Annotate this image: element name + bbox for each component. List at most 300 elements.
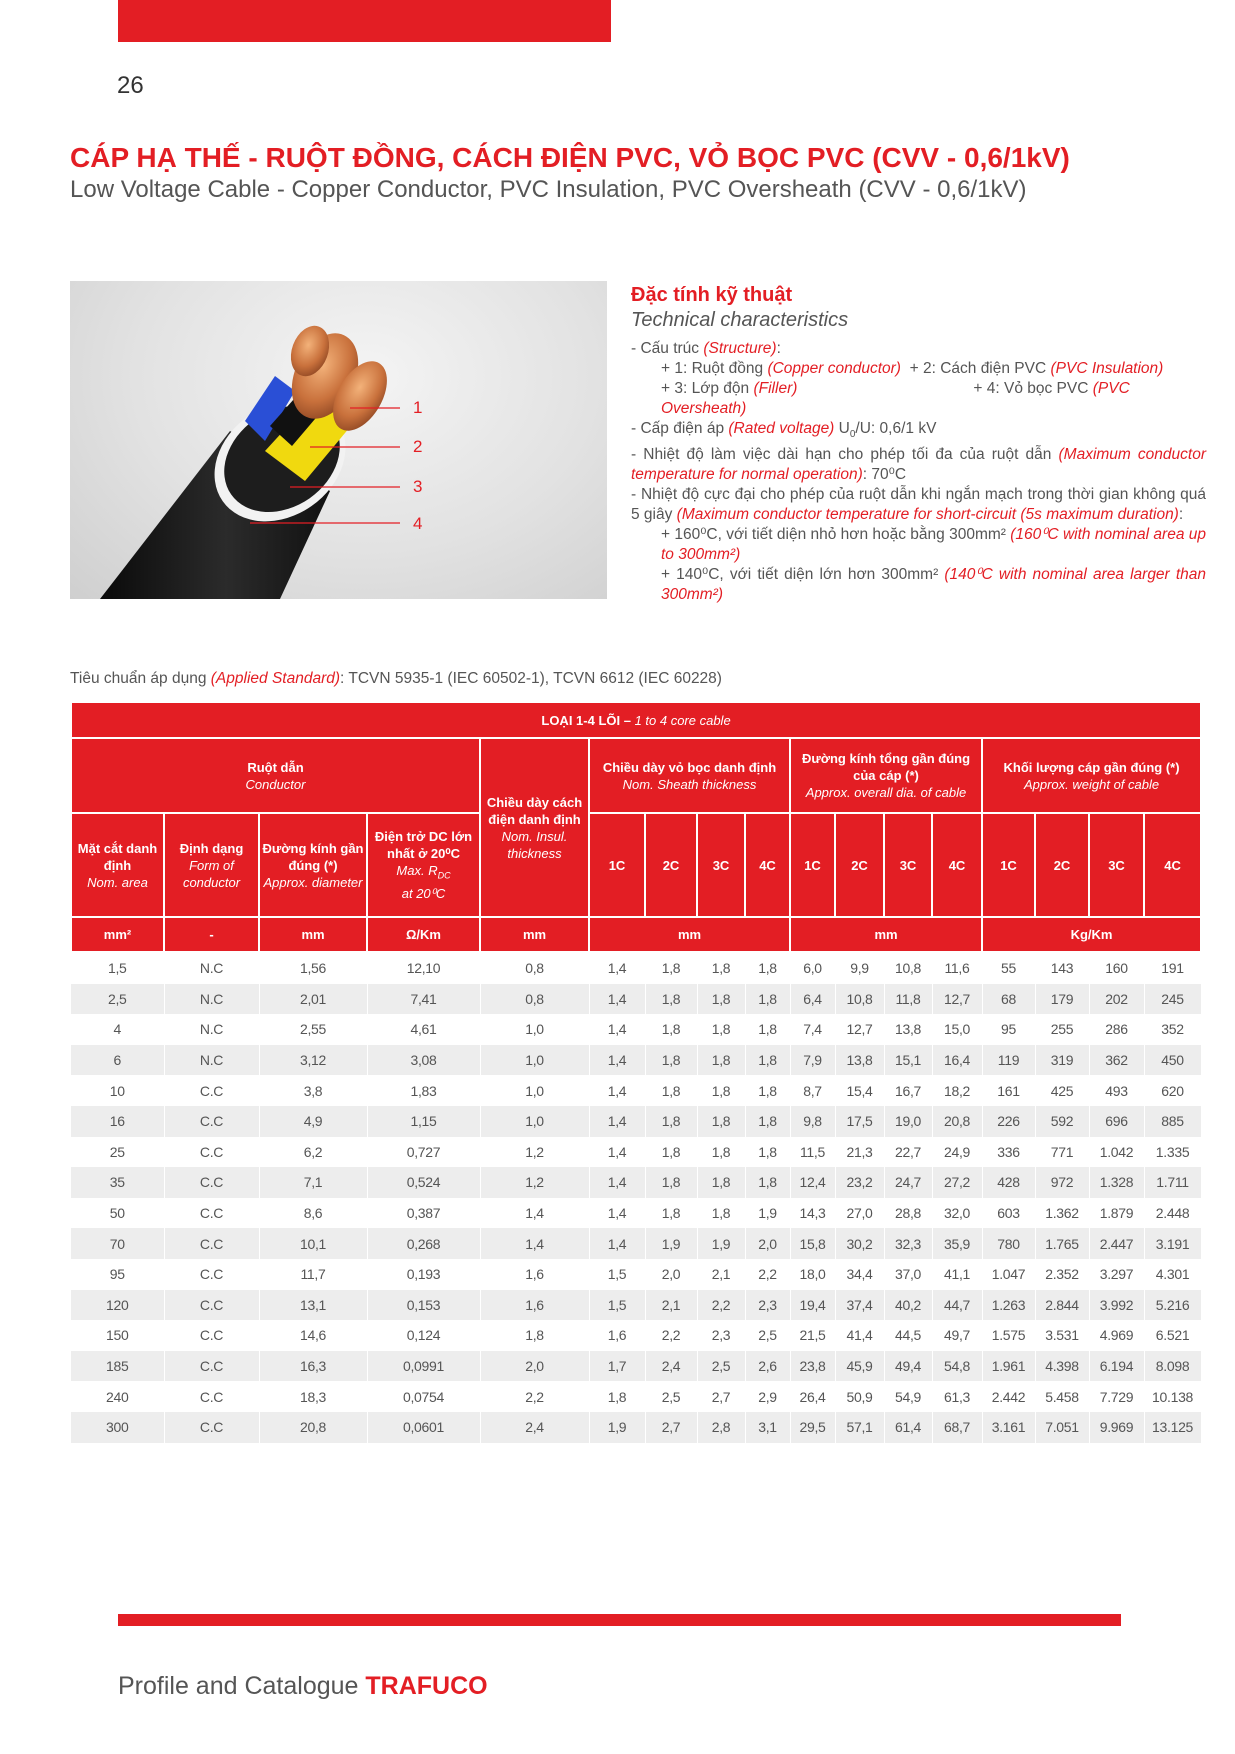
structure-line <box>631 339 1206 359</box>
table-cell: 4.969 <box>1089 1320 1144 1351</box>
temp160-en: (160⁰C with nominal area up to 300mm²) <box>661 526 1206 564</box>
structure-items-3-4 <box>631 379 1206 419</box>
table-cell: 10 <box>71 1075 164 1106</box>
structure-items-1-2 <box>631 359 1206 379</box>
table-cell: 255 <box>1035 1014 1089 1045</box>
table-cell: 35,9 <box>932 1228 982 1259</box>
table-cell: 6,4 <box>790 984 835 1015</box>
table-cell: 161 <box>982 1075 1035 1106</box>
table-cell: 1,6 <box>480 1259 589 1290</box>
table-cell: 6.194 <box>1089 1351 1144 1382</box>
table-cell: C.C <box>164 1198 259 1229</box>
table-cell: 2,0 <box>480 1351 589 1382</box>
table-cell: 26,4 <box>790 1381 835 1412</box>
table-cell: 0,727 <box>367 1137 480 1168</box>
table-cell: 95 <box>71 1259 164 1290</box>
table-cell: 2,5 <box>697 1351 745 1382</box>
table-cell: C.C <box>164 1075 259 1106</box>
core-4c-overall: 4C <box>932 813 982 917</box>
table-cell: 780 <box>982 1228 1035 1259</box>
table-cell: 50 <box>71 1198 164 1229</box>
table-cell: 13,8 <box>884 1014 932 1045</box>
table-cell: 771 <box>1035 1137 1089 1168</box>
table-row <box>71 1320 1201 1351</box>
table-cell: 15,1 <box>884 1045 932 1076</box>
unit-form: - <box>164 917 259 952</box>
table-cell: 1,8 <box>645 1198 697 1229</box>
table-cell: C.C <box>164 1259 259 1290</box>
top-accent-bar <box>118 0 611 42</box>
table-cell: 1.711 <box>1144 1167 1201 1198</box>
table-cell: 1,8 <box>697 1137 745 1168</box>
table-cell: 150 <box>71 1320 164 1351</box>
table-cell: 1,8 <box>697 1106 745 1137</box>
table-cell: C.C <box>164 1137 259 1168</box>
table-cell: 1,8 <box>697 1075 745 1106</box>
page-title-vietnamese: CÁP HẠ THẾ - RUỘT ĐỒNG, CÁCH ĐIỆN PVC, VỎ BỌC PVC (CVV - 0,6/1kV) <box>70 142 1070 173</box>
table-cell: 1,4 <box>589 1045 645 1076</box>
table-cell: 11,5 <box>790 1137 835 1168</box>
weight-vi: Khối lượng cáp gần đúng (*) <box>1003 759 1180 775</box>
table-cell: 50,9 <box>835 1381 884 1412</box>
table-cell: 12,10 <box>367 952 480 984</box>
unit-sheath: mm <box>589 917 790 952</box>
unit-res: Ω/Km <box>367 917 480 952</box>
table-cell: 1,4 <box>589 1014 645 1045</box>
core-3c-sheath: 3C <box>697 813 745 917</box>
table-cell: 14,6 <box>259 1320 367 1351</box>
table-cell: 25 <box>71 1137 164 1168</box>
table-cell: 12,7 <box>932 984 982 1015</box>
item2-vi: + 2: Cách điện PVC <box>909 360 1051 377</box>
table-cell: 362 <box>1089 1045 1144 1076</box>
table-row <box>71 952 1201 984</box>
table-cell: 10,8 <box>884 952 932 984</box>
temp-value: : 70⁰C <box>862 466 907 484</box>
table-cell: 1,8 <box>645 1045 697 1076</box>
table-cell: 11,7 <box>259 1259 367 1290</box>
table-cell: 1,4 <box>589 1106 645 1137</box>
table-cell: 16,3 <box>259 1351 367 1382</box>
table-cell: 6,2 <box>259 1137 367 1168</box>
table-cell: 2,0 <box>745 1228 790 1259</box>
table-cell: 1,8 <box>745 1167 790 1198</box>
item2-en: (PVC Insulation) <box>1050 360 1164 377</box>
table-cell: 1,8 <box>745 1106 790 1137</box>
table-cell: 28,8 <box>884 1198 932 1229</box>
table-cell: 10,8 <box>835 984 884 1015</box>
unit-area: mm² <box>71 917 164 952</box>
temp140-vi: + 140⁰C, với tiết diện lớn hơn 300mm² <box>661 566 945 584</box>
table-cell: 3,12 <box>259 1045 367 1076</box>
cable-cross-section-photo <box>70 281 607 599</box>
table-cell: 2,4 <box>645 1351 697 1382</box>
table-cell: 300 <box>71 1412 164 1443</box>
table-cell: 2,2 <box>745 1259 790 1290</box>
table-row <box>71 984 1201 1015</box>
table-cell: 2.447 <box>1089 1228 1144 1259</box>
core-2c-overall: 2C <box>835 813 884 917</box>
table-cell: 1,8 <box>645 1167 697 1198</box>
table-cell: 24,9 <box>932 1137 982 1168</box>
table-cell: C.C <box>164 1228 259 1259</box>
table-cell: 1,0 <box>480 1106 589 1137</box>
table-cell: 2,01 <box>259 984 367 1015</box>
table-cell: 24,7 <box>884 1167 932 1198</box>
core-2c-sheath: 2C <box>645 813 697 917</box>
voltage-value: /U: 0,6/1 kV <box>855 420 937 437</box>
table-cell: 14,3 <box>790 1198 835 1229</box>
core-1c-weight: 1C <box>982 813 1035 917</box>
table-cell: 2,5 <box>71 984 164 1015</box>
table-cell: 1,4 <box>480 1228 589 1259</box>
res-en-a: Max. R <box>396 863 438 879</box>
table-row <box>71 1014 1201 1045</box>
page-number: 26 <box>117 72 144 99</box>
table-cell: 1,9 <box>645 1228 697 1259</box>
table-cell: 35 <box>71 1167 164 1198</box>
table-cell: 240 <box>71 1381 164 1412</box>
table-cell: 54,8 <box>932 1351 982 1382</box>
conductor-vi: Ruột dẫn <box>247 759 304 775</box>
unit-weight: Kg/Km <box>982 917 1201 952</box>
table-cell: 41,1 <box>932 1259 982 1290</box>
table-cell: 1,9 <box>589 1412 645 1443</box>
table-cell: 11,6 <box>932 952 982 984</box>
table-cell: 1,0 <box>480 1045 589 1076</box>
table-row <box>71 1351 1201 1382</box>
table-cell: 6,0 <box>790 952 835 984</box>
table-cell: 286 <box>1089 1014 1144 1045</box>
table-cell: 620 <box>1144 1075 1201 1106</box>
table-row <box>71 1106 1201 1137</box>
table-cell: 30,2 <box>835 1228 884 1259</box>
header-conductor <box>71 738 480 813</box>
header-weight <box>982 738 1201 813</box>
table-cell: 10,1 <box>259 1228 367 1259</box>
table-cell: 11,8 <box>884 984 932 1015</box>
table-cell: 1,9 <box>745 1198 790 1229</box>
table-cell: 15,8 <box>790 1228 835 1259</box>
table-cell: 0,268 <box>367 1228 480 1259</box>
table-cell: 2,3 <box>697 1320 745 1351</box>
table-row <box>71 1412 1201 1443</box>
table-row <box>71 1381 1201 1412</box>
header-form <box>164 813 259 917</box>
short-en: (Maximum conductor temperature for short-circuit (5s maximum duration) <box>676 506 1179 524</box>
structure-colon: : <box>776 340 781 357</box>
table-cell: 49,4 <box>884 1351 932 1382</box>
table-cell: 4.301 <box>1144 1259 1201 1290</box>
unit-overall: mm <box>790 917 982 952</box>
table-cell: N.C <box>164 952 259 984</box>
sheath-en: Nom. Sheath thickness <box>622 776 757 792</box>
table-cell: 4 <box>71 1014 164 1045</box>
table-cell: 4,61 <box>367 1014 480 1045</box>
table-cell: 0,0991 <box>367 1351 480 1382</box>
table-cell: 3.297 <box>1089 1259 1144 1290</box>
temp-140-line <box>631 565 1206 605</box>
table-cell: 425 <box>1035 1075 1089 1106</box>
table-cell: 4.398 <box>1035 1351 1089 1382</box>
table-cell: 1,8 <box>745 1137 790 1168</box>
header-nom-area <box>71 813 164 917</box>
table-cell: 5.216 <box>1144 1290 1201 1321</box>
table-cell: 0,387 <box>367 1198 480 1229</box>
table-cell: 1,2 <box>480 1137 589 1168</box>
table-row <box>71 1228 1201 1259</box>
table-cell: 7,41 <box>367 984 480 1015</box>
table-cell: 1,6 <box>480 1290 589 1321</box>
core-2c-weight: 2C <box>1035 813 1089 917</box>
table-cell: 9.969 <box>1089 1412 1144 1443</box>
table-cell: 18,0 <box>790 1259 835 1290</box>
table-cell: 202 <box>1089 984 1144 1015</box>
table-cell: 2,0 <box>645 1259 697 1290</box>
footer-brand: TRAFUCO <box>365 1672 488 1700</box>
table-cell: 49,7 <box>932 1320 982 1351</box>
table-cell: 1,8 <box>645 1106 697 1137</box>
table-cell: 1,8 <box>745 1075 790 1106</box>
table-cell: 27,2 <box>932 1167 982 1198</box>
table-cell: C.C <box>164 1106 259 1137</box>
table-cell: 0,8 <box>480 984 589 1015</box>
table-cell: 7,1 <box>259 1167 367 1198</box>
overall-en: Approx. overall dia. of cable <box>805 785 967 800</box>
table-cell: 1,6 <box>589 1320 645 1351</box>
table-cell: 120 <box>71 1290 164 1321</box>
table-cell: C.C <box>164 1167 259 1198</box>
table-cell: C.C <box>164 1320 259 1351</box>
table-cell: 41,4 <box>835 1320 884 1351</box>
table-row <box>71 1259 1201 1290</box>
table-cell: 68,7 <box>932 1412 982 1443</box>
cable-spec-table <box>70 701 1202 1443</box>
table-cell: 1,7 <box>589 1351 645 1382</box>
table-row <box>71 1290 1201 1321</box>
short-circuit-line <box>631 485 1206 525</box>
table-cell: 16,7 <box>884 1075 932 1106</box>
table-cell: 592 <box>1035 1106 1089 1137</box>
table-cell: 1.879 <box>1089 1198 1144 1229</box>
sheath-vi: Chiều dày vỏ bọc danh định <box>602 759 777 775</box>
table-cell: 61,3 <box>932 1381 982 1412</box>
table-cell: 20,8 <box>259 1412 367 1443</box>
table-cell: 1,4 <box>589 1228 645 1259</box>
table-caption <box>71 702 1201 738</box>
table-cell: 61,4 <box>884 1412 932 1443</box>
table-cell: 1,83 <box>367 1075 480 1106</box>
table-cell: 1,8 <box>745 984 790 1015</box>
table-cell: 336 <box>982 1137 1035 1168</box>
temp-160-line <box>631 525 1206 565</box>
page-title-english: Low Voltage Cable - Copper Conductor, PVC Insulation, PVC Oversheath (CVV - 0,6/1kV) <box>70 176 1027 203</box>
footer-text: Profile and Catalogue <box>118 1672 366 1700</box>
standard-label-en: (Applied Standard) <box>210 670 341 687</box>
area-en: Nom. area <box>87 874 148 890</box>
caption-italic: 1 to 4 core cable <box>634 712 731 728</box>
table-cell: 45,9 <box>835 1351 884 1382</box>
item4-en: (PVC Oversheath) <box>661 380 1130 417</box>
table-row <box>71 1075 1201 1106</box>
table-cell: 18,2 <box>932 1075 982 1106</box>
table-cell: 1,4 <box>589 952 645 984</box>
table-cell: 1.263 <box>982 1290 1035 1321</box>
table-cell: 1,8 <box>697 984 745 1015</box>
table-cell: 19,4 <box>790 1290 835 1321</box>
table-cell: 319 <box>1035 1045 1089 1076</box>
short-colon: : <box>1178 506 1184 524</box>
header-resistance <box>367 813 480 917</box>
table-cell: 696 <box>1089 1106 1144 1137</box>
table-cell: 15,0 <box>932 1014 982 1045</box>
table-cell: 2,1 <box>645 1290 697 1321</box>
table-cell: 29,5 <box>790 1412 835 1443</box>
table-cell: 493 <box>1089 1075 1144 1106</box>
item4-vi: + 4: Vỏ bọc PVC <box>973 380 1093 397</box>
table-cell: 143 <box>1035 952 1089 984</box>
table-cell: 2,2 <box>697 1290 745 1321</box>
short-vi: - Nhiệt độ cực đại cho phép của ruột dẫn khi ngắn mạch trong thời gian không quá 5 giây <box>631 486 1206 524</box>
table-cell: 44,7 <box>932 1290 982 1321</box>
table-cell: 2,9 <box>745 1381 790 1412</box>
core-4c-weight: 4C <box>1144 813 1201 917</box>
table-cell: 1,9 <box>697 1228 745 1259</box>
table-cell: 8,6 <box>259 1198 367 1229</box>
table-cell: 15,4 <box>835 1075 884 1106</box>
table-cell: 1.047 <box>982 1259 1035 1290</box>
structure-vi: - Cấu trúc <box>631 340 704 357</box>
table-cell: 0,153 <box>367 1290 480 1321</box>
table-cell: 1.328 <box>1089 1167 1144 1198</box>
table-cell: 2,4 <box>480 1412 589 1443</box>
voltage-u: U <box>834 420 850 437</box>
conductor-en: Conductor <box>245 776 306 792</box>
table-cell: 1,8 <box>697 952 745 984</box>
structure-en: (Structure) <box>703 340 777 357</box>
table-cell: 191 <box>1144 952 1201 984</box>
table-cell: 37,4 <box>835 1290 884 1321</box>
res-vi: Điện trở DC lớn nhất ở 20⁰C <box>374 829 473 862</box>
header-overall-diameter <box>790 738 982 813</box>
table-cell: 54,9 <box>884 1381 932 1412</box>
table-row <box>71 1137 1201 1168</box>
photo-label-3: 3 <box>413 477 423 496</box>
voltage-sub: 0 <box>849 429 856 441</box>
voltage-vi: - Cấp điện áp <box>631 420 729 437</box>
insul-en: Nom. Insul. thickness <box>501 828 568 861</box>
table-cell: 1,4 <box>480 1198 589 1229</box>
table-cell: 8.098 <box>1144 1351 1201 1382</box>
form-vi: Định dạng <box>179 840 244 856</box>
table-cell: 1.335 <box>1144 1137 1201 1168</box>
table-cell: C.C <box>164 1351 259 1382</box>
table-cell: N.C <box>164 1014 259 1045</box>
unit-diam: mm <box>259 917 367 952</box>
table-cell: 13,8 <box>835 1045 884 1076</box>
table-cell: 23,8 <box>790 1351 835 1382</box>
table-cell: 2.352 <box>1035 1259 1089 1290</box>
item3-vi: + 3: Lớp độn <box>661 380 754 397</box>
table-cell: 32,0 <box>932 1198 982 1229</box>
table-cell: 7,4 <box>790 1014 835 1045</box>
table-cell: 1,8 <box>645 1014 697 1045</box>
table-cell: 21,5 <box>790 1320 835 1351</box>
table-cell: 9,9 <box>835 952 884 984</box>
tech-heading-en: Technical characteristics <box>631 309 849 331</box>
photo-label-2: 2 <box>413 437 423 456</box>
table-cell: 3.992 <box>1089 1290 1144 1321</box>
item1-vi: + 1: Ruột đồng <box>661 360 768 377</box>
table-cell: 16,4 <box>932 1045 982 1076</box>
table-cell: 1,8 <box>480 1320 589 1351</box>
item3-en: (Filler) <box>753 380 798 397</box>
table-cell: 23,2 <box>835 1167 884 1198</box>
table-cell: 1,5 <box>71 952 164 984</box>
table-cell: 19,0 <box>884 1106 932 1137</box>
table-cell: 0,8 <box>480 952 589 984</box>
table-cell: 2,7 <box>697 1381 745 1412</box>
table-cell: 1,8 <box>697 1198 745 1229</box>
table-cell: 1,4 <box>589 1198 645 1229</box>
table-cell: 68 <box>982 984 1035 1015</box>
table-cell: 1,8 <box>745 1045 790 1076</box>
voltage-en: (Rated voltage) <box>728 420 835 437</box>
photo-label-4: 4 <box>413 514 423 533</box>
table-cell: 2.844 <box>1035 1290 1089 1321</box>
table-cell: 1,4 <box>589 1075 645 1106</box>
table-cell: 44,5 <box>884 1320 932 1351</box>
table-cell: 2,5 <box>745 1320 790 1351</box>
core-4c-sheath: 4C <box>745 813 790 917</box>
header-insulation <box>480 738 589 917</box>
photo-label-1: 1 <box>413 398 423 417</box>
table-cell: 21,3 <box>835 1137 884 1168</box>
temp-vi: - Nhiệt độ làm việc dài hạn cho phép tối đa của ruột dẫn <box>631 446 1059 464</box>
table-cell: 0,0754 <box>367 1381 480 1412</box>
table-cell: 16 <box>71 1106 164 1137</box>
table-cell: 13.125 <box>1144 1412 1201 1443</box>
temp140-en: (140⁰C with nominal area larger than 300mm²) <box>661 566 1206 604</box>
table-cell: 5.458 <box>1035 1381 1089 1412</box>
table-cell: 1.765 <box>1035 1228 1089 1259</box>
table-cell: 1,8 <box>697 1167 745 1198</box>
table-cell: 0,0601 <box>367 1412 480 1443</box>
table-row <box>71 1167 1201 1198</box>
table-cell: 3,08 <box>367 1045 480 1076</box>
table-cell: 2,1 <box>697 1259 745 1290</box>
caption-bold: LOẠI 1-4 LÕI – <box>541 712 635 728</box>
table-cell: 1,8 <box>645 1137 697 1168</box>
table-cell: 27,0 <box>835 1198 884 1229</box>
table-cell: 1,8 <box>697 1014 745 1045</box>
core-3c-overall: 3C <box>884 813 932 917</box>
table-cell: 1,4 <box>589 984 645 1015</box>
table-cell: 179 <box>1035 984 1089 1015</box>
table-cell: 352 <box>1144 1014 1201 1045</box>
table-cell: 1,8 <box>645 1075 697 1106</box>
core-3c-weight: 3C <box>1089 813 1144 917</box>
table-cell: 2,2 <box>480 1381 589 1412</box>
table-row <box>71 1045 1201 1076</box>
table-cell: 245 <box>1144 984 1201 1015</box>
overall-vi: Đường kính tổng gần đúng của cáp (*) <box>801 751 971 783</box>
form-en: Form of conductor <box>182 857 241 890</box>
tech-heading-vi: Đặc tính kỹ thuật <box>631 284 793 306</box>
weight-en: Approx. weight of cable <box>1023 776 1160 792</box>
table-cell: 6 <box>71 1045 164 1076</box>
table-cell: 2.442 <box>982 1381 1035 1412</box>
